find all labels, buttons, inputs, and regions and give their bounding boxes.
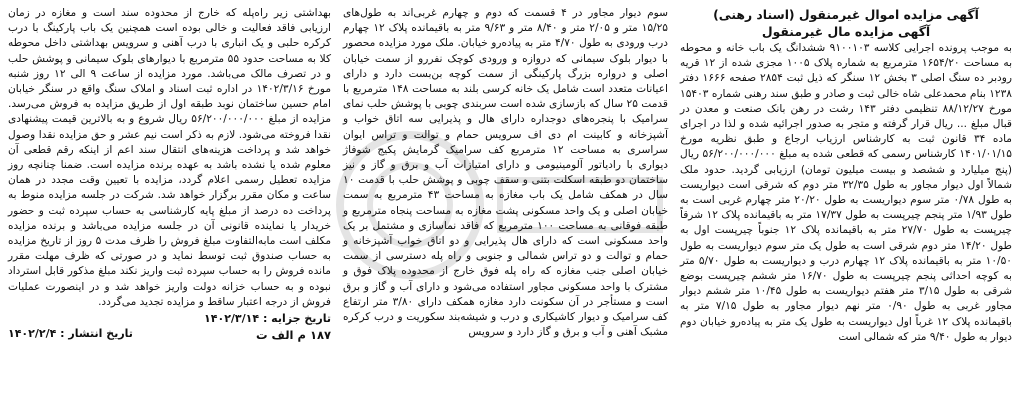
notice-column-right [674,0,1020,406]
notice-subtitle: آگهی مزایده مال غیرمنقول [761,24,931,39]
auction-date [8,311,331,326]
notice-title: آگهی مزایده اموال غیرمنقول (اسناد رهنی) [713,7,979,22]
notice-code: ۱۸۷ م الف ت [255,328,331,343]
notice-text-left: بهداشتی زیر راه‌پله که خارج از محدوده سند است و مغازه در زمان ارزیابی فاقد فعالیت و خالی بوده است همچنین یک باب پارکینگ با درب کرکره حلبی و یک انباری با درب آهنی و سرویس بهداشتی داخل محوطه کلا به مساحت حدود ۵۵ مترمربع با دیوارهای بلوک سیمانی و پوشش حلب و در تصرف مالک می‌باشد. مورد مزایده از ساعت ۹ الی ۱۲ روز شنبه مورخ ۱۴۰۲/۳/۱۶ در اداره ثبت اسناد و املاک سنگ واقع در سنگر خیابان امام حسین ساختمان نوبد طبقه اول از طریق مزایده به فروش می‌رسد. مزایده از مبلغ ۵۶/۲۰۰/۰۰۰/۰۰۰ ریال شروع و به بالاترین قیمت پیشنهادی نقدا فروخته می‌شود. لازم به ذکر است نیم عشر و حق مزایده نقدا وصول خواهد شد و پرداخت هزینه‌های انتقال سند اعم از اینکه رقم قطعی آن معلوم شده یا نشده باشد به عهده برنده مزایده است. ضمنا چنانچه روز مزایده تعطیل رسمی اعلام گردد، مزایده با تعیین وقت مجدد در همان ساعت و مکان مقرر برگزار خواهد شد. شرکت در جلسه مزایده منوط به پرداخت ده درصد از مبلغ پایه کارشناسی به حساب سپرده ثبت و حضور خریدار یا نماینده قانونی آن در جلسه مزایده می‌باشد و برنده مزایده مکلف است مابه‌التفاوت مبلغ فروش را ظرف مدت ۵ روز از تاریخ مزایده به حساب صندوق ثبت توسط نماید و در صورتی که ظرف مهلت مقرر مانده فروش را به حساب سپرده ثبت واریز نکند مبلغ مذکور قابل استرداد نبوده و به حساب خزانه دولت واریز خواهد شد و در اینصورت عملیات فروش از درجه اعتبار ساقط و مزایده تجدید می‌گردد. [8,7,331,308]
auction-date-label: تاریخ جزایه : [262,312,331,326]
date-block [8,311,331,343]
notice-column-left [0,0,337,406]
auction-date-value: ۱۴۰۲/۳/۱۴ [204,312,260,326]
publish-row [8,326,331,343]
notice-column-middle [337,0,674,406]
notice-text-middle: سوم دیوار مجاور در ۴ قسمت که دوم و چهارم غربی‌اند به طول‌های ۱۵/۲۵ متر و ۲/۰۵ متر و ۸/۴۰ متر و ۹/۶۳ متر به باقیمانده پلاک ۱۲ چهارم درب ورودی به طول ۴/۷۰ متر به پیاده‌رو خیابان. ملک مورد مزایده محصور با دیوار بلوک سیمانی که دروازه و ورودی کوچک نفررو از سمت خیابان اصلی و درواره بزرگ پارکینگی از سمت کوچه بن‌بست دارد و دارای اعیانات متعدد است شامل یک خانه کرسی بلند به مساحت ۱۴۸ مترمربع با قدمت ۲۵ سال که بازسازی شده است سربندی چوبی با پوشش حلب نمای سرامیک با پنجره‌های دوجداره دارای هال و پذیرایی سه اتاق خواب و آشپزخانه و کابینت ام دی اف سرویس حمام و توالت و تراس ایوان سراسری به مساحت ۱۲ مترمربع کف سرامیک گرمایش پکیج شوفاژ دیواری با رادیاتور آلومینیومی و دارای امتیازات آب و برق و گاز و نیز ساختمان دو طبقه اسکلت بتنی و سقف چوبی و پوشش حلب با قدمت ۱۰ سال در همکف شامل یک باب مغازه به مساحت ۴۳ مترمربع به سمت خیابان اصلی و یک واحد مسکونی پشت مغازه به مساحت پنجاه مترمربع و طبقه فوقانی به مساحت ۱۰۰ مترمربع که فاقد نماسازی و مشتمل بر یک واحد مسکونی است که دارای هال پذیرایی و دو اتاق خواب آشپزخانه و حمام و توالت و دو تراس شمالی و جنوبی و راه پله دسترسی از سمت خیابان اصلی جنب مغازه که راه پله فوق خارج از محدوده پلاک فوق و مشترک با واحد مسکونی مجاور استفاده می‌شود و دارای آب و گاز و برق است و مستأجر در آن سکونت دارد مغازه همکف دارای ۳/۸۰ متر ارتفاع کف سرامیک و دیوار کاشیکاری و درب و شیشه‌بند سکوریت و درب کرکره مشبک آهنی و آب و برق و گاز دارد و سرویس [343,7,669,339]
publish-date-value: ۱۴۰۲/۲/۴ [8,327,57,341]
publish-date-label: تاریخ انتشار : [60,327,133,341]
notice-text-right: به موجب پرونده اجرایی کلاسه ۹۱۰۰۱۰۳ ششدانگ یک باب خانه و محوطه به مساحت ۱۶۵۴/۲۰ مترمربع به شماره پلاک ۱۰۰۵ مجزی شده از ۱۲ قریه رودبر ده سنگ اصلی ۳ بخش ۱۲ سنگر که ذیل ثبت ۲۸۵۴ صفحه ۱۶۶۶ دفتر ۱۲۳۸ بنام محمدعلی شاه خالی ثبت و صادر و طبق سند رهنی شماره ۱۵۴۰۳ مورخ ۸۸/۱۲/۲۷ تنظیمی دفتر ۱۴۳ رشت در رهن بانک صنعت و معدن در قبال مبلغ ... ریال قرار گرفته و متجر به صدور اجرائیه شده و لذا در اجرای ماده ۳۴ قانون ثبت به کارشناس ارزیاب ارجاع و طبق نظریه مورخ ۱۴۰۱/۰۱/۱۵ کارشناس رسمی که قطعی شده به مبلغ ۵۶/۲۰۰/۰۰۰/۰۰۰ ریال (پنج میلیارد و ششصد و بیست میلیون تومان) ارزیابی گردید. حدود ملک شمالاً اول دیوار مجاور به طول ۳۲/۳۵ متر دوم که شرقی است دیواریست به طول ۰/۷۸ متر سوم دیواریست به طول ۲۰/۲۰ متر چهارم غربی است به طول ۱/۹۳ متر پنجم چیرپست به طول ۱۷/۳۷ متر به باقیمانده پلاک ۱۲ شرقاً چیرپست به طول ۲۷/۷۰ متر به باقیمانده پلاک ۱۲ جنوباً چیرپست اول به طول ۱۴/۲۰ متر دوم شرقی است به طول یک متر سوم دیواریست به طول ۱۰/۵۰ متر به باقیمانده پلاک ۱۲ چهارم درب و دیواریست به طول ۵/۷۰ متر به کوچه احداثی پنجم چیرپست به طول ۱۶/۷۰ متر ششم چیرپست بوضع شرقی به طول ۳/۱۵ متر هفتم دیواریست به طول ۱۰/۴۵ متر ششم دیوار مجاور غربی به طول ۰/۹۰ متر نهم دیوار مجاور به طول ۷/۱۵ متر به باقیمانده پلاک ۱۲ غرباً اول دیواریست به طول یک متر به پیاده‌رو خیابان دوم دیوار به طول ۹/۴۰ متر که شمالی است [680,42,1013,343]
publish-date [8,326,133,343]
